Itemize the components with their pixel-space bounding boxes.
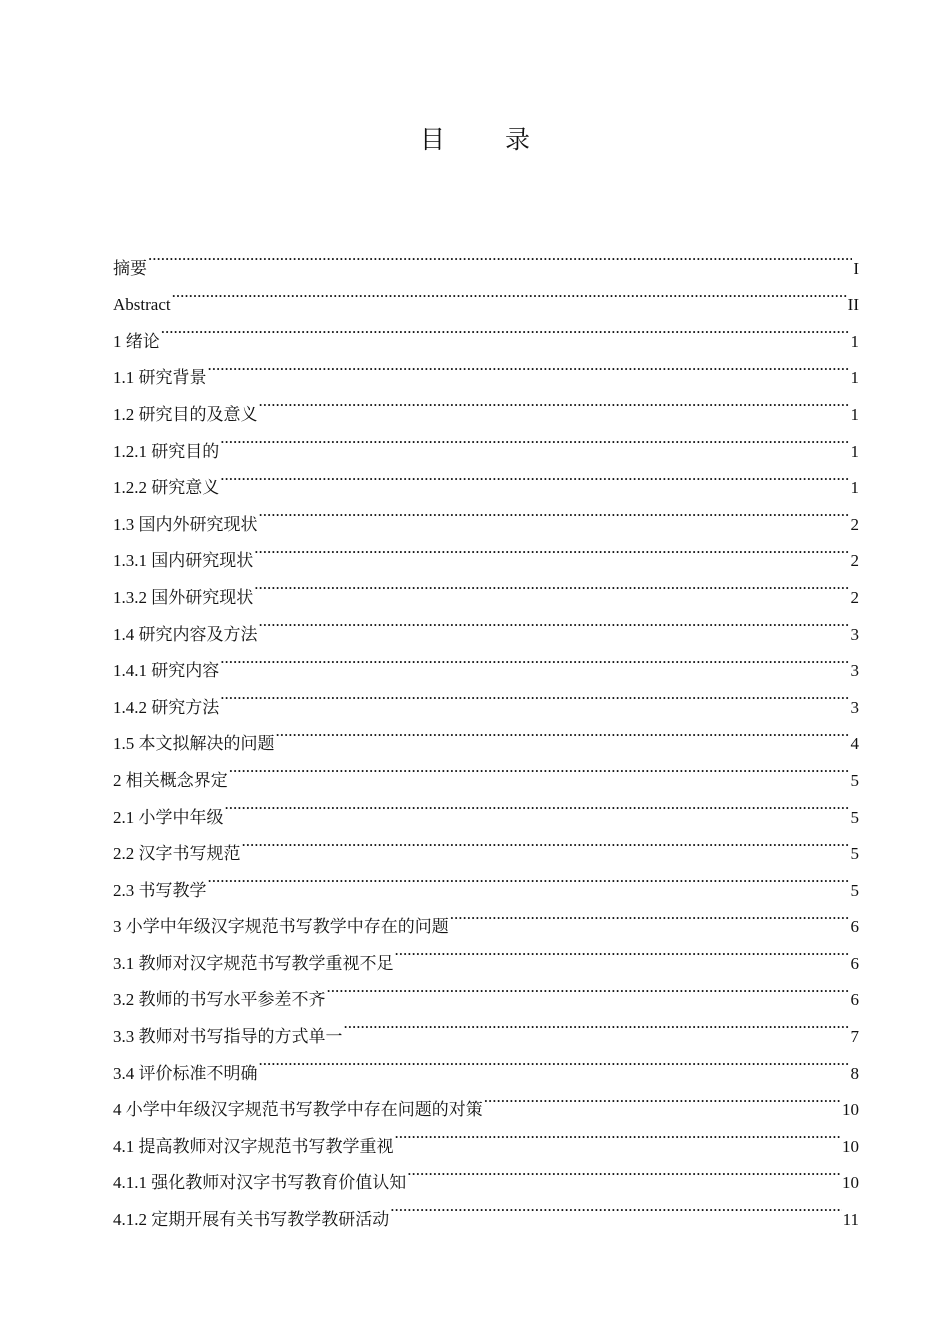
toc-dot-leader	[259, 383, 850, 420]
toc-dot-leader	[259, 493, 850, 530]
toc-dot-leader	[220, 640, 849, 677]
toc-dot-leader	[390, 1188, 841, 1225]
toc-entry-page-number: 1	[850, 478, 859, 498]
toc-entry-page-number: 10	[842, 1136, 859, 1156]
table-of-contents	[113, 237, 859, 1230]
toc-dot-leader	[395, 1115, 842, 1152]
toc-entry-page-number: I	[853, 258, 859, 278]
toc-entry-page-number: 1	[850, 331, 859, 351]
toc-entry[interactable]	[113, 274, 859, 315]
toc-dot-leader	[344, 1005, 850, 1042]
toc-entry[interactable]	[113, 859, 859, 900]
toc-entry-page-number: 5	[850, 844, 859, 864]
toc-dot-leader	[220, 676, 849, 713]
toc-entry[interactable]	[113, 237, 859, 278]
toc-entry-page-number: 1	[850, 404, 859, 424]
toc-entry-page-number: 3	[850, 697, 859, 717]
toc-entry-label: 3.1 教师对汉字规范书写教学重视不足	[113, 953, 394, 973]
toc-entry-label: 1.3.1 国内研究现状	[113, 551, 254, 571]
toc-entry-page-number: 8	[850, 1063, 859, 1083]
toc-entry-page-number: 2	[850, 514, 859, 534]
toc-dot-leader	[259, 1042, 850, 1079]
toc-entry-page-number: 10	[842, 1100, 859, 1120]
toc-dot-leader	[254, 566, 849, 603]
toc-entry-page-number: 5	[850, 880, 859, 900]
toc-entry[interactable]	[113, 420, 859, 461]
toc-entry-page-number: 3	[850, 661, 859, 681]
toc-dot-leader	[148, 237, 852, 274]
toc-entry-page-number: 11	[842, 1210, 859, 1230]
toc-entry-label: 2.1 小学中年级	[113, 807, 224, 827]
toc-entry[interactable]	[113, 457, 859, 498]
toc-entry-label: 1.5 本文拟解决的问题	[113, 734, 275, 754]
toc-entry-label: 1 绪论	[113, 331, 160, 351]
toc-dot-leader	[327, 969, 850, 1006]
page-title: 目 录	[420, 125, 556, 154]
toc-entry-label: 摘要	[113, 258, 147, 278]
toc-entry-label: 1.4.2 研究方法	[113, 697, 220, 717]
toc-entry-page-number: II	[847, 295, 859, 315]
toc-entry-label: 3 小学中年级汉字规范书写教学中存在的问题	[113, 917, 449, 937]
toc-entry-label: 1.4 研究内容及方法	[113, 624, 258, 644]
toc-entry-label: 1.2.1 研究目的	[113, 441, 220, 461]
toc-entry[interactable]	[113, 713, 859, 754]
toc-entry-page-number: 6	[850, 917, 859, 937]
toc-entry-label: 1.4.1 研究内容	[113, 661, 220, 681]
toc-entry[interactable]	[113, 786, 859, 827]
toc-entry[interactable]	[113, 347, 859, 388]
toc-dot-leader	[259, 603, 850, 640]
toc-entry-page-number: 5	[850, 807, 859, 827]
toc-dot-leader	[242, 823, 850, 860]
toc-dot-leader	[254, 530, 849, 567]
toc-entry[interactable]	[113, 383, 859, 424]
toc-entry-page-number: 2	[850, 551, 859, 571]
toc-entry-label: 2.2 汉字书写规范	[113, 844, 241, 864]
toc-entry-label: 4.1.2 定期开展有关书写教学教研活动	[113, 1210, 390, 1230]
toc-entry-page-number: 6	[850, 953, 859, 973]
toc-entry-page-number: 7	[850, 1027, 859, 1047]
toc-dot-leader	[225, 786, 850, 823]
toc-entry[interactable]	[113, 493, 859, 534]
toc-entry-label: 4.1 提高教师对汉字规范书写教学重视	[113, 1136, 394, 1156]
toc-entry-page-number: 1	[850, 441, 859, 461]
toc-dot-leader	[276, 713, 850, 750]
toc-dot-leader	[208, 859, 850, 896]
toc-entry-label: 4.1.1 强化教师对汉字书写教育价值认知	[113, 1173, 407, 1193]
toc-dot-leader	[407, 1152, 841, 1189]
toc-entry-label: 2.3 书写教学	[113, 880, 207, 900]
toc-dot-leader	[450, 896, 850, 933]
toc-entry[interactable]	[113, 676, 859, 717]
toc-entry-label: 1.3 国内外研究现状	[113, 514, 258, 534]
toc-entry-page-number: 1	[850, 368, 859, 388]
toc-entry-page-number: 2	[850, 587, 859, 607]
toc-entry-label: 1.3.2 国外研究现状	[113, 587, 254, 607]
toc-entry[interactable]	[113, 310, 859, 351]
toc-dot-leader	[395, 932, 850, 969]
toc-entry-label: 1.2 研究目的及意义	[113, 404, 258, 424]
toc-dot-leader	[208, 347, 850, 384]
toc-entry-page-number: 6	[850, 990, 859, 1010]
toc-entry-page-number: 3	[850, 624, 859, 644]
toc-dot-leader	[161, 310, 850, 347]
toc-entry[interactable]	[113, 640, 859, 681]
toc-entry-label: 3.4 评价标准不明确	[113, 1063, 258, 1083]
toc-entry-label: 1.1 研究背景	[113, 368, 207, 388]
toc-entry-label: 3.2 教师的书写水平参差不齐	[113, 990, 326, 1010]
toc-dot-leader	[172, 274, 847, 311]
toc-dot-leader	[229, 749, 850, 786]
toc-entry[interactable]	[113, 823, 859, 864]
toc-entry-label: 1.2.2 研究意义	[113, 478, 220, 498]
toc-entry-page-number: 4	[850, 734, 859, 754]
toc-dot-leader	[220, 457, 849, 494]
toc-dot-leader	[484, 1079, 841, 1116]
toc-entry-label: 3.3 教师对书写指导的方式单一	[113, 1027, 343, 1047]
toc-entry-label: 4 小学中年级汉字规范书写教学中存在问题的对策	[113, 1100, 483, 1120]
toc-entry[interactable]	[113, 896, 859, 937]
toc-entry-label: 2 相关概念界定	[113, 770, 228, 790]
toc-entry-page-number: 5	[850, 770, 859, 790]
toc-entry-page-number: 10	[842, 1173, 859, 1193]
toc-entry-label: Abstract	[113, 295, 171, 315]
toc-dot-leader	[220, 420, 849, 457]
